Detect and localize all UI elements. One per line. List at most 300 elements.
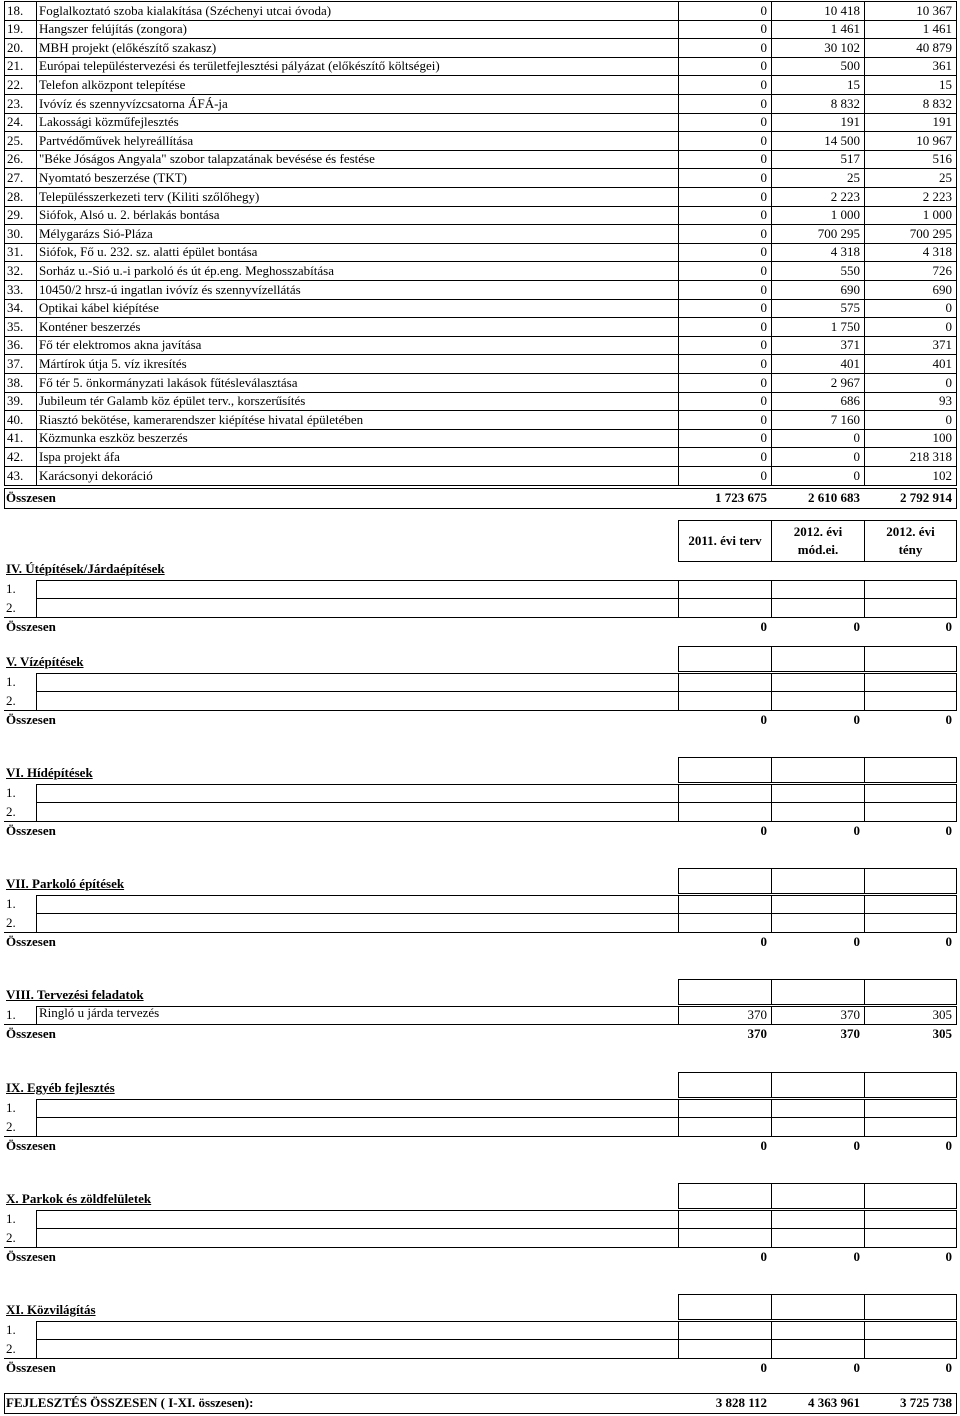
- section-item-number: 1.: [6, 581, 16, 596]
- total-actual-value: 2 792 914: [900, 489, 952, 505]
- section-item-number: 1.: [6, 674, 16, 689]
- section-header-box-actual: [864, 979, 957, 1005]
- section-total-plan: 370: [747, 1026, 767, 1041]
- row-number: 25.: [7, 132, 24, 148]
- row-plan-cell: [678, 354, 772, 374]
- section-item-actual-cell: [864, 802, 957, 822]
- row-description: Lakossági közműfejlesztés: [39, 114, 179, 130]
- section-header-box-actual: [864, 757, 957, 783]
- row-plan-cell: [678, 206, 772, 226]
- row-plan-value: 0: [760, 281, 767, 297]
- section-item-number: 2.: [6, 803, 16, 819]
- row-mod-value: 517: [840, 151, 860, 167]
- section-item-number: 1.: [6, 1007, 16, 1022]
- row-actual-value: 2 223: [922, 188, 952, 204]
- header-actual-2012-label: 2012. évi: [886, 524, 935, 539]
- section-total-label: Összesen: [6, 711, 56, 727]
- section-item-plan-cell: [678, 784, 772, 804]
- row-description: "Béke Jóságos Angyala" szobor talapzatának bevésése és festése: [39, 151, 375, 167]
- section-total-mod: 0: [853, 1248, 860, 1264]
- section-item-description-cell: [36, 895, 679, 915]
- row-plan-value: 0: [760, 411, 767, 427]
- row-number: 30.: [7, 225, 24, 241]
- section-item-description: Ringló u járda tervezés: [39, 1004, 160, 1020]
- section-item-actual-cell: [864, 1228, 957, 1248]
- section-item-plan-cell: [678, 1210, 772, 1230]
- section-item-number: 1.: [6, 1211, 16, 1226]
- row-mod-value: 2 223: [830, 188, 860, 204]
- row-plan-cell: [678, 410, 772, 430]
- row-description: Hangszer felújítás (zongora): [39, 21, 187, 37]
- row-actual-value: 371: [932, 337, 952, 353]
- row-plan-cell: [678, 336, 772, 356]
- row-description: Településszerkezeti terv (Kiliti szőlőhegy): [39, 188, 260, 204]
- section-total-actual: 0: [945, 711, 952, 727]
- row-mod-value: 10 418: [824, 2, 860, 18]
- section-item-mod-cell: [771, 802, 865, 822]
- section-total-label: Összesen: [6, 1137, 56, 1153]
- row-number: 36.: [7, 337, 24, 353]
- row-plan-value: 0: [760, 2, 767, 18]
- section-total-actual: 0: [945, 1137, 952, 1153]
- row-number: 26.: [7, 151, 24, 167]
- section-item-number: 2.: [6, 599, 16, 615]
- header-mod-2012: [771, 520, 865, 562]
- section-total-plan: 0: [760, 618, 767, 634]
- section-total-plan: 0: [760, 711, 767, 727]
- row-mod-value: 15: [847, 76, 860, 92]
- section-header-box-plan: [678, 868, 772, 894]
- row-number: 29.: [7, 207, 24, 223]
- section-item-number: 2.: [6, 1340, 16, 1356]
- row-mod-value: 25: [847, 169, 860, 185]
- section-total-mod: 0: [853, 822, 860, 838]
- section-header-box-plan: [678, 979, 772, 1005]
- row-mod-value: 686: [840, 393, 860, 409]
- row-description: Karácsonyi dekoráció: [39, 467, 153, 483]
- section-total-mod: 0: [853, 933, 860, 949]
- row-mod-cell: [771, 466, 865, 486]
- section-item-plan-cell: [678, 913, 772, 933]
- row-description-cell: [36, 447, 679, 467]
- row-plan-value: 0: [760, 225, 767, 241]
- row-plan-cell: [678, 131, 772, 151]
- section-total-plan: 0: [760, 1248, 767, 1264]
- row-description: Telefon alközpont telepítése: [39, 76, 186, 92]
- section-item-description-cell: [36, 913, 679, 933]
- section-item-description-cell: [36, 1339, 679, 1359]
- row-description: Európai településtervezési és területfejlesztési pályázat (előkészítő költségei): [39, 58, 440, 74]
- row-plan-cell: [678, 317, 772, 337]
- row-plan-cell: [678, 20, 772, 40]
- section-item-mod-cell: [771, 895, 865, 915]
- section-total-mod: 0: [853, 618, 860, 634]
- section-item-plan-cell: [678, 895, 772, 915]
- section-header-box-mod: [771, 1072, 865, 1098]
- row-number: 28.: [7, 188, 24, 204]
- row-mod-value: 0: [853, 448, 860, 464]
- section-item-plan-value: 370: [747, 1007, 767, 1022]
- row-actual-cell: [864, 410, 957, 430]
- section-total-label: Összesen: [6, 822, 56, 838]
- row-plan-value: 0: [760, 132, 767, 148]
- row-description: Mártírok útja 5. víz ikresítés: [39, 355, 187, 371]
- section-item-actual-cell: [864, 1339, 957, 1359]
- row-description: Fő tér elektromos akna javítása: [39, 337, 202, 353]
- section-header-box-actual: [864, 646, 957, 672]
- row-mod-value: 0: [853, 430, 860, 446]
- section-item-actual-cell: [864, 913, 957, 933]
- section-item-actual-cell: [864, 784, 957, 804]
- row-plan-value: 0: [760, 207, 767, 223]
- row-plan-value: 0: [760, 95, 767, 111]
- row-mod-value: 8 832: [830, 95, 860, 111]
- row-plan-value: 0: [760, 467, 767, 483]
- section-total-actual: 0: [945, 933, 952, 949]
- row-actual-value: 218 318: [909, 448, 952, 464]
- section-header-box-plan: [678, 646, 772, 672]
- row-mod-cell: [771, 447, 865, 467]
- section-item-plan-cell: [678, 598, 772, 618]
- section-item-mod-cell: [771, 784, 865, 804]
- section-item-mod-cell: [771, 1228, 865, 1248]
- row-description: Ispa projekt áfa: [39, 448, 120, 464]
- row-actual-value: 726: [932, 262, 952, 278]
- row-actual-value: 10 967: [916, 132, 952, 148]
- row-number: 33.: [7, 281, 24, 297]
- row-plan-cell: [678, 243, 772, 263]
- section-item-mod-cell: [771, 691, 865, 711]
- section-header-box-mod: [771, 1183, 865, 1209]
- section-item-description-cell: [36, 691, 679, 711]
- row-description: Siófok, Fő u. 232. sz. alatti épület bontása: [39, 244, 258, 260]
- row-actual-value: 0: [945, 318, 952, 334]
- row-plan-cell: [678, 168, 772, 188]
- section-title: XI. Közvilágítás: [6, 1302, 96, 1317]
- row-actual-cell: [864, 317, 957, 337]
- row-mod-value: 550: [840, 262, 860, 278]
- row-actual-value: 0: [945, 374, 952, 390]
- section-item-number: 1.: [6, 1100, 16, 1115]
- row-plan-cell: [678, 447, 772, 467]
- row-actual-value: 25: [939, 169, 952, 185]
- section-item-actual-cell: [864, 1099, 957, 1119]
- row-number: 19.: [7, 21, 24, 37]
- row-description: Fő tér 5. önkormányzati lakások fűtésleválasztása: [39, 374, 298, 390]
- row-description: Siófok, Alsó u. 2. bérlakás bontása: [39, 207, 220, 223]
- section-total-plan: 0: [760, 1359, 767, 1375]
- header-mod-2012-label: mód.ei.: [797, 542, 839, 557]
- row-plan-cell: [678, 373, 772, 393]
- row-description: Ivóvíz és szennyvízcsatorna ÁFÁ-ja: [39, 95, 228, 111]
- header-plan-2011: [678, 520, 772, 562]
- section-header-box-plan: [678, 1183, 772, 1209]
- row-mod-value: 1 461: [830, 21, 860, 37]
- section-total-actual: 0: [945, 618, 952, 634]
- header-actual-2012-label: tény: [898, 542, 923, 557]
- row-mod-value: 0: [853, 467, 860, 483]
- section-header-box-plan: [678, 1294, 772, 1320]
- row-number: 34.: [7, 300, 24, 316]
- row-description: MBH projekt (előkészítő szakasz): [39, 39, 217, 55]
- section-total-plan: 0: [760, 1137, 767, 1153]
- section-header-box-plan: [678, 1072, 772, 1098]
- section-header-box-mod: [771, 868, 865, 894]
- row-actual-value: 700 295: [909, 225, 952, 241]
- section-item-number: 2.: [6, 692, 16, 708]
- row-number: 21.: [7, 58, 24, 74]
- row-number: 39.: [7, 393, 24, 409]
- row-description: Nyomtató beszerzése (TKT): [39, 169, 187, 185]
- section-item-actual-cell: [864, 1210, 957, 1230]
- section-total-actual: 0: [945, 822, 952, 838]
- section-title: V. Vízépítések: [6, 654, 84, 669]
- row-plan-cell: [678, 261, 772, 281]
- section-item-actual-cell: [864, 691, 957, 711]
- row-plan-cell: [678, 1, 772, 21]
- row-actual-value: 1 461: [922, 21, 952, 37]
- row-plan-cell: [678, 466, 772, 486]
- section-item-description-cell: [36, 598, 679, 618]
- grand-total-plan: 3 828 112: [715, 1395, 767, 1410]
- row-number: 43.: [7, 467, 24, 483]
- section-header-box-mod: [771, 979, 865, 1005]
- row-plan-value: 0: [760, 21, 767, 37]
- row-mod-value: 371: [840, 337, 860, 353]
- row-plan-value: 0: [760, 58, 767, 74]
- row-actual-value: 40 879: [916, 39, 952, 55]
- row-actual-value: 15: [939, 76, 952, 92]
- row-plan-value: 0: [760, 169, 767, 185]
- section-item-description-cell: [36, 580, 679, 600]
- row-plan-value: 0: [760, 262, 767, 278]
- row-number: 31.: [7, 244, 24, 260]
- row-actual-cell: [864, 299, 957, 319]
- section-item-mod-cell: [771, 1339, 865, 1359]
- row-mod-value: 500: [840, 58, 860, 74]
- section-item-mod-cell: [771, 673, 865, 693]
- section-item-plan-cell: [678, 802, 772, 822]
- row-number: 37.: [7, 355, 24, 371]
- total-plan-value: 1 723 675: [715, 489, 767, 505]
- section-item-description-cell: [36, 802, 679, 822]
- row-plan-cell: [678, 150, 772, 170]
- row-plan-cell: [678, 94, 772, 114]
- row-plan-cell: [678, 429, 772, 449]
- row-plan-cell: [678, 187, 772, 207]
- row-plan-cell: [678, 113, 772, 133]
- section-item-description-cell: [36, 1228, 679, 1248]
- row-plan-cell: [678, 38, 772, 58]
- section-item-plan-cell: [678, 1321, 772, 1341]
- row-description: Foglalkoztató szoba kialakítása (Széchenyi utcai óvoda): [39, 2, 332, 18]
- row-plan-value: 0: [760, 374, 767, 390]
- row-number: 38.: [7, 374, 24, 390]
- section-header-box-actual: [864, 868, 957, 894]
- section-item-mod-cell: [771, 1321, 865, 1341]
- section-item-mod-cell: [771, 1210, 865, 1230]
- row-actual-value: 93: [939, 393, 952, 409]
- section-item-number: 1.: [6, 896, 16, 911]
- section-total-plan: 0: [760, 933, 767, 949]
- section-total-plan: 0: [760, 822, 767, 838]
- header-mod-2012-label: 2012. évi: [793, 524, 843, 539]
- section-item-description-cell: [36, 1321, 679, 1341]
- section-header-box-plan: [678, 757, 772, 783]
- grand-total-actual: 3 725 738: [900, 1395, 952, 1410]
- section-item-plan-cell: [678, 580, 772, 600]
- row-plan-cell: [678, 299, 772, 319]
- section-item-actual-cell: [864, 1117, 957, 1137]
- row-plan-cell: [678, 392, 772, 412]
- row-number: 24.: [7, 114, 24, 130]
- row-mod-value: 700 295: [817, 225, 860, 241]
- section-title: IV. Útépítések/Járdaépítések: [6, 561, 165, 576]
- section-item-actual-cell: [864, 598, 957, 618]
- section-total-mod: 0: [853, 711, 860, 727]
- row-description: Mélygarázs Sió-Pláza: [39, 225, 153, 241]
- section-item-actual-cell: [864, 895, 957, 915]
- section-item-mod-cell: [771, 580, 865, 600]
- row-actual-value: 102: [932, 467, 952, 483]
- row-actual-value: 0: [945, 411, 952, 427]
- section-item-number: 1.: [6, 1322, 16, 1337]
- grand-total-label: FEJLESZTÉS ÖSSZESEN ( I-XI. összesen):: [6, 1395, 254, 1410]
- row-actual-value: 690: [932, 281, 952, 297]
- section-header-box-mod: [771, 646, 865, 672]
- row-plan-value: 0: [760, 337, 767, 353]
- row-number: 23.: [7, 95, 24, 111]
- section-total-label: Összesen: [6, 618, 56, 634]
- row-description: Riasztó bekötése, kamerarendszer kiépítése hivatal épületében: [39, 411, 364, 427]
- section-item-plan-cell: [678, 1228, 772, 1248]
- row-actual-value: 1 000: [922, 207, 952, 223]
- row-plan-cell: [678, 75, 772, 95]
- section-item-number: 1.: [6, 785, 16, 800]
- section-total-mod: 370: [840, 1026, 860, 1041]
- grand-total-mod: 4 363 961: [808, 1395, 860, 1410]
- section-item-description-cell: [36, 1210, 679, 1230]
- section-header-box-mod: [771, 757, 865, 783]
- row-mod-value: 690: [840, 281, 860, 297]
- row-number: 22.: [7, 76, 24, 92]
- row-mod-cell: [771, 429, 865, 449]
- row-plan-value: 0: [760, 393, 767, 409]
- section-header-box-actual: [864, 1294, 957, 1320]
- section-item-actual-cell: [864, 1321, 957, 1341]
- section-item-plan-cell: [678, 1339, 772, 1359]
- section-item-plan-cell: [678, 673, 772, 693]
- row-plan-value: 0: [760, 448, 767, 464]
- row-plan-value: 0: [760, 188, 767, 204]
- row-mod-value: 30 102: [824, 39, 860, 55]
- row-mod-value: 14 500: [824, 132, 860, 148]
- row-plan-cell: [678, 57, 772, 77]
- row-number: 32.: [7, 262, 24, 278]
- row-actual-value: 361: [932, 58, 952, 74]
- section-item-description-cell: [36, 784, 679, 804]
- section-item-description-cell: [36, 673, 679, 693]
- total-mod-value: 2 610 683: [808, 489, 860, 505]
- row-number: 18.: [7, 2, 24, 18]
- row-mod-value: 575: [840, 300, 860, 316]
- section-total-actual: 0: [945, 1359, 952, 1375]
- section-item-plan-cell: [678, 691, 772, 711]
- section-total-label: Összesen: [6, 1026, 56, 1041]
- section-total-label: Összesen: [6, 1359, 56, 1375]
- section-item-plan-cell: [678, 1117, 772, 1137]
- row-actual-value: 191: [932, 114, 952, 130]
- section-header-box-actual: [864, 1072, 957, 1098]
- row-description: Partvédőművek helyreállítása: [39, 132, 194, 148]
- section-item-mod-cell: [771, 598, 865, 618]
- section-title: VII. Parkoló építések: [6, 876, 125, 891]
- row-number: 40.: [7, 411, 24, 427]
- section-title: IX. Egyéb fejlesztés: [6, 1080, 115, 1095]
- row-number: 42.: [7, 448, 24, 464]
- section-item-description-cell: [36, 1099, 679, 1119]
- row-actual-value: 8 832: [922, 95, 952, 111]
- section-total-mod: 0: [853, 1359, 860, 1375]
- row-plan-value: 0: [760, 318, 767, 334]
- section-header-box-actual: [864, 1183, 957, 1209]
- row-description: 10450/2 hrsz-ú ingatlan ivóvíz és szennyvízellátás: [39, 281, 301, 297]
- row-actual-value: 0: [945, 300, 952, 316]
- row-number: 20.: [7, 39, 24, 55]
- row-plan-value: 0: [760, 355, 767, 371]
- row-description: Optikai kábel kiépítése: [39, 300, 159, 316]
- section-item-mod-cell: [771, 1117, 865, 1137]
- section-item-description-cell: [36, 1117, 679, 1137]
- section-title: X. Parkok és zöldfelületek: [6, 1191, 152, 1206]
- section-item-plan-cell: [678, 1099, 772, 1119]
- row-description: Sorház u.-Sió u.-i parkoló és út ép.eng. Meghosszabítása: [39, 262, 334, 278]
- row-description: Konténer beszerzés: [39, 318, 141, 334]
- row-plan-value: 0: [760, 39, 767, 55]
- section-title: VIII. Tervezési feladatok: [6, 987, 144, 1002]
- row-plan-value: 0: [760, 430, 767, 446]
- row-mod-value: 401: [840, 355, 860, 371]
- row-mod-value: 2 967: [830, 374, 860, 390]
- row-mod-value: 1 750: [830, 318, 860, 334]
- row-plan-value: 0: [760, 151, 767, 167]
- section-total-label: Összesen: [6, 933, 56, 949]
- header-plan-2011-label: 2011. évi terv: [688, 533, 762, 548]
- row-actual-value: 100: [932, 430, 952, 446]
- row-mod-value: 7 160: [830, 411, 860, 427]
- section-item-number: 2.: [6, 1229, 16, 1245]
- section-item-mod-cell: [771, 1099, 865, 1119]
- total-label bold: Összesen: [6, 489, 56, 505]
- row-plan-value: 0: [760, 244, 767, 260]
- section-item-number: 2.: [6, 914, 16, 930]
- row-actual-value: 4 318: [922, 244, 952, 260]
- row-actual-value: 401: [932, 355, 952, 371]
- section-total-label: Összesen: [6, 1248, 56, 1264]
- row-plan-cell: [678, 280, 772, 300]
- row-mod-value: 191: [840, 114, 860, 130]
- section-total-mod: 0: [853, 1137, 860, 1153]
- row-description: Jubileum tér Galamb köz épület terv., korszerűsítés: [39, 393, 306, 409]
- row-number: 27.: [7, 169, 24, 185]
- row-mod-value: 4 318: [830, 244, 860, 260]
- section-total-actual: 305: [932, 1026, 952, 1041]
- section-item-mod-value: 370: [840, 1007, 860, 1022]
- row-plan-value: 0: [760, 76, 767, 92]
- row-plan-value: 0: [760, 114, 767, 130]
- row-description: Közmunka eszköz beszerzés: [39, 430, 188, 446]
- row-plan-value: 0: [760, 300, 767, 316]
